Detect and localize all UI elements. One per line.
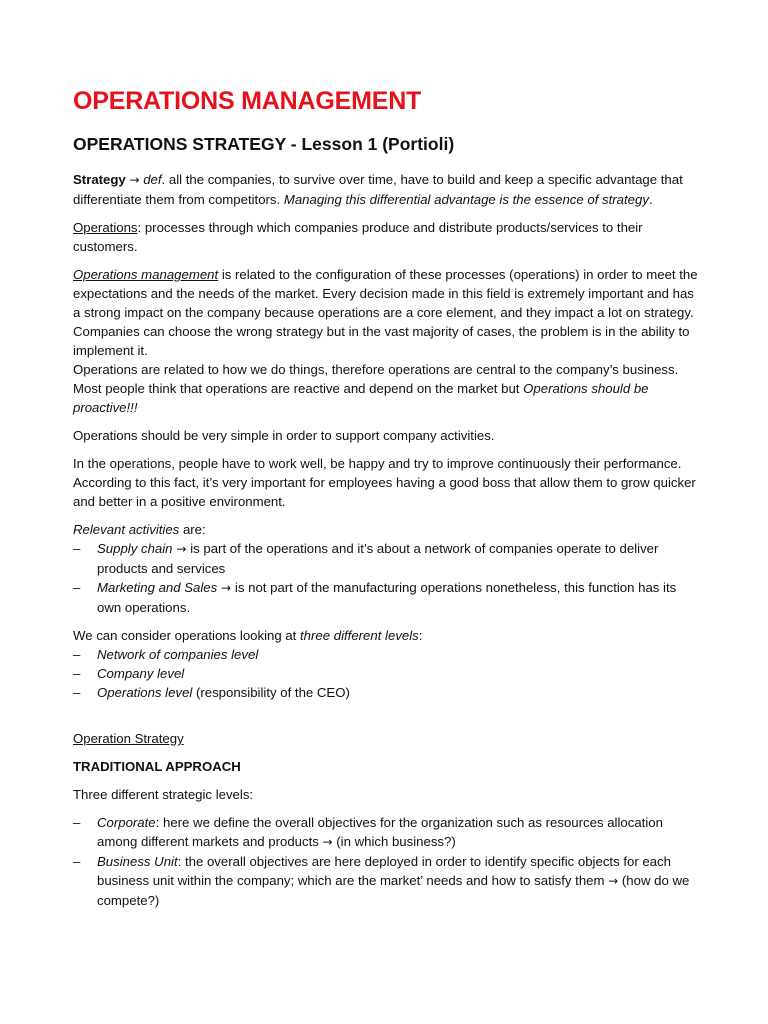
def-label: def: [143, 172, 162, 187]
strategy-italic: Managing this differential advantage is the essence of strategy: [283, 192, 649, 207]
list-item: [73, 578, 699, 617]
list-item-term: Company level: [97, 666, 185, 681]
list-item-term: Corporate: [97, 815, 156, 830]
list-item-text: : here we define the overall objectives for the organization such as resources allocation among different markets and products: [97, 815, 663, 849]
operation-strategy-heading: Operation Strategy: [73, 731, 184, 746]
strategic-levels-list: [73, 813, 699, 910]
spacer: [73, 711, 699, 729]
document-title: OPERATIONS MANAGEMENT: [73, 87, 422, 115]
list-item-term: Business Unit: [97, 854, 178, 869]
list-item: [73, 664, 699, 683]
strategy-term: Strategy: [73, 172, 126, 187]
ops-proactive: Operations should be proactive!!!: [73, 381, 649, 415]
list-item: [73, 645, 699, 664]
list-item-term: Marketing and Sales: [97, 580, 218, 595]
relevant-italic: Relevant activities: [73, 522, 180, 537]
list-item: [73, 683, 699, 702]
list-item: [73, 539, 699, 578]
list-item-tail: (how do we compete?): [97, 873, 690, 908]
list-item-term: Supply chain: [97, 541, 173, 556]
operations-paragraph: [73, 218, 699, 256]
list-item-text: : the overall objectives are here deployed in order to identify specific objects for each business unit within the company; which are the market’ needs and how to satisfy them: [97, 854, 671, 888]
levels-list: [73, 645, 699, 702]
list-item: [73, 852, 699, 910]
simple-paragraph: Operations should be very simple in order to support company activities.: [73, 428, 495, 443]
levels-heading: [73, 626, 699, 645]
ops-mgmt-term: Operations management: [73, 267, 219, 282]
relevant-text: are:: [179, 522, 206, 537]
list-item-text: (responsibility of the CEO): [192, 685, 350, 700]
arrow-icon: →: [608, 874, 619, 888]
list-item: [73, 813, 699, 852]
list-item-text: is part of the operations and it’s about a network of companies operate to deliver products and services: [97, 541, 659, 576]
ops-mgmt-paragraph: [73, 265, 699, 360]
strategy-paragraph: [73, 170, 699, 209]
operations-term: Operations: [73, 220, 138, 235]
operations-text: : processes through which companies produce and distribute products/services to their customers.: [73, 220, 643, 254]
relevant-activities-list: [73, 539, 699, 617]
levels-italic: three different levels: [300, 628, 419, 643]
arrow-icon: →: [322, 835, 333, 849]
arrow-icon: →: [172, 542, 191, 556]
ops-central-text: Operations are related to how we do things, therefore operations are central to the company’s business. Most people think that operations are reactive and depend on the market but: [73, 362, 679, 396]
arrow-icon: →: [129, 173, 140, 187]
strategy-end: .: [648, 192, 653, 207]
list-item-term: Network of companies level: [97, 647, 259, 662]
document-page: [73, 84, 699, 919]
traditional-approach-heading: TRADITIONAL APPROACH: [73, 759, 241, 774]
ops-central-paragraph: [73, 360, 699, 417]
arrow-icon: →: [217, 581, 235, 595]
document-subtitle: OPERATIONS STRATEGY - Lesson 1 (Portioli): [73, 134, 455, 154]
strategy-definition: . all the companies, to survive over time, have to build and keep a specific advantage that differentiate them from competitors.: [73, 172, 683, 207]
levels-text: We can consider operations looking at: [73, 628, 301, 643]
relevant-activities-heading: [73, 520, 699, 539]
list-item-text: is not part of the manufacturing operations nonetheless, this function has its own operations.: [97, 580, 677, 615]
ops-mgmt-text: is related to the configuration of these processes (operations) in order to meet the expectations and the needs of the market. Every decision made in this field is extremely important and has a strong impact on the company because operations are a core element, and they impact a lot on strategy. Companies can choose the wrong strategy but in the vast majority of cases, the problem is in the ability to implement it.: [73, 267, 698, 358]
three-levels-text: Three different strategic levels:: [73, 787, 254, 802]
list-item-tail: (in which business?): [332, 834, 456, 849]
list-item-term: Operations level: [97, 685, 193, 700]
levels-end: :: [418, 628, 423, 643]
people-paragraph: In the operations, people have to work well, be happy and try to improve continuously their performance. According to this fact, it’s very important for employees having a good boss that allow them to grow quicker and better in a positive environment.: [73, 456, 696, 509]
